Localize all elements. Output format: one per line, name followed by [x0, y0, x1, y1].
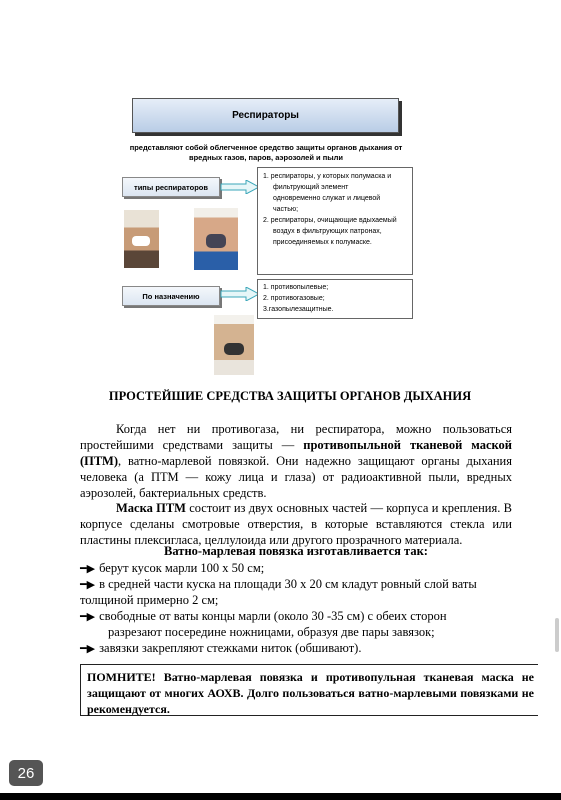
procedure-title: Ватно-марлевая повязка изготавливается так: — [164, 544, 428, 558]
types-list — [257, 167, 413, 275]
step-text: берут кусок марли 100 х 50 см; — [99, 561, 265, 575]
purpose-label: По назначению — [122, 286, 220, 306]
arrow-icon: ━▶ — [80, 578, 96, 591]
diagram-subtitle-line-1: представляют собой облегченное средство защиты органов дыхания от — [129, 143, 403, 152]
step-2 — [80, 576, 520, 593]
types-item: одновременно служат и лицевой — [273, 195, 381, 202]
purpose-item: 2. противогазовые; — [263, 295, 325, 302]
step-4 — [80, 640, 520, 657]
purpose-arrow-icon — [220, 287, 260, 301]
step-3-cont: разрезают посередине ножницами, образуя две пары завязок; — [108, 625, 435, 639]
types-arrow-icon — [220, 180, 260, 194]
arrow-icon: ━▶ — [80, 562, 96, 575]
purpose-list — [257, 279, 413, 319]
step-3 — [80, 608, 520, 625]
types-item: 2. респираторы, очищающие вдыхаемый — [263, 217, 397, 224]
arrow-icon: ━▶ — [80, 610, 96, 623]
diagram-title: Респираторы — [132, 98, 399, 133]
paragraph-bold: противопыльной тканевой маской (ПТМ) — [80, 438, 512, 468]
types-item: фильтрующий элемент — [273, 184, 349, 191]
purpose-item: 3.газопылезащитные. — [263, 306, 334, 313]
remember-box: ПОМНИТЕ! Ватно-марлевая повязка и противопульная тканевая маска не защищают от многих АОХВ. Долго пользоваться ватно-марлевыми повязками не рекомендуется. — [80, 664, 538, 716]
respirator-photo-3 — [214, 315, 254, 375]
respirators-diagram — [112, 95, 420, 377]
arrow-icon: ━▶ — [80, 642, 96, 655]
paragraph-ptm-mask — [80, 500, 512, 548]
paragraph-text: Когда нет ни противогаза, ни респиратора, можно пользоваться простейшими средствами защиты — — [80, 422, 512, 452]
respirator-photo-2 — [194, 208, 238, 270]
respirator-photo-1 — [124, 210, 159, 268]
diagram-subtitle-line-2: вредных газов, паров, аэрозолей и пыли — [188, 153, 344, 162]
step-1 — [80, 560, 520, 577]
types-item: присоединяемых к полумаске. — [273, 239, 372, 246]
section-heading: ПРОСТЕЙШИЕ СРЕДСТВА ЗАЩИТЫ ОРГАНОВ ДЫХАНИЯ — [108, 389, 472, 403]
scrollbar[interactable] — [555, 618, 559, 652]
types-label: типы респираторов — [122, 177, 220, 197]
page-number-badge: 26 — [9, 760, 43, 786]
paragraph-ptm-intro — [80, 421, 512, 501]
paragraph-text: состоит из двух основных частей — корпуса и крепления. В корпусе сделаны смотровые отверстия, в которые вставляются стекла или пластины плексигласа, целлулоида или другого прозрачного материала. — [80, 501, 512, 547]
types-item: 1. респираторы, у которых полумаска и — [263, 173, 392, 180]
paragraph-text: , ватно-марлевой повязкой. Они надежно защищают органы дыхания человека (а ПТМ — кожу лица и глаза) от радиоактивной пыли, вредных аэрозолей, бактериальных средств. — [80, 454, 512, 500]
types-item: частью; — [273, 206, 299, 213]
purpose-item: 1. противопылевые; — [263, 284, 329, 291]
step-text: свободные от ваты концы марли (около 30 -35 см) с обеих сторон — [99, 609, 447, 623]
step-text: в средней части куска на площади 30 х 20 см кладут ровный слой ваты — [99, 577, 477, 591]
types-item: воздух в фильтрующих патронах, — [273, 228, 382, 235]
paragraph-bold: Маска ПТМ — [116, 501, 186, 515]
step-2-cont: толщиной примерно 2 см; — [80, 593, 219, 607]
step-text: завязки закрепляют стежками ниток (обшивают). — [99, 641, 362, 655]
diagram-subtitle — [112, 143, 420, 163]
